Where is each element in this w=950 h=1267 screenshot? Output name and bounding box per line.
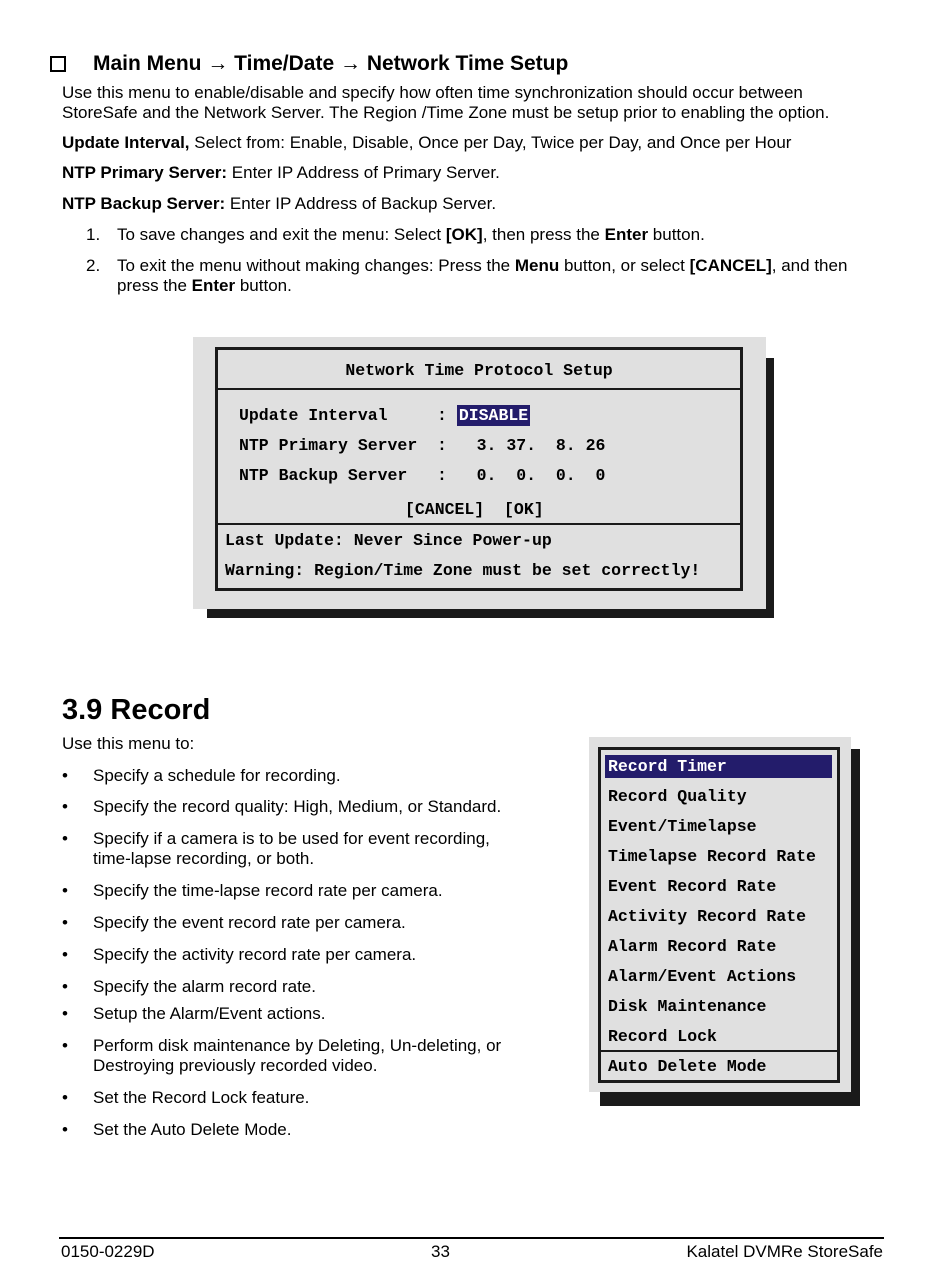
ntp-primary-text: Enter IP Address of Primary Server. [227, 163, 500, 182]
checkbox-bullet-icon [50, 56, 66, 72]
menu-item-event-timelapse[interactable]: Event/Timelapse [608, 817, 757, 836]
list-item [62, 1036, 542, 1076]
menu-item-disk-maintenance[interactable]: Disk Maintenance [608, 997, 767, 1016]
step-text-part: button. [648, 225, 705, 244]
step-2 [86, 256, 896, 296]
update-interval-field [239, 406, 530, 425]
menu-item-record-timer[interactable]: Record Timer [605, 755, 832, 778]
step-text-part: press the [117, 276, 192, 295]
list-item-text: Setup the Alarm/Event actions. [93, 1004, 326, 1023]
update-interval-label: Update Interval : [239, 406, 447, 425]
step-number: 2. [86, 256, 101, 275]
footer-page-number: 33 [431, 1242, 450, 1261]
list-item-text: Set the Record Lock feature. [93, 1088, 310, 1107]
step-number: 1. [86, 225, 101, 244]
intro-line-1: Use this menu to enable/disable and specify how often time synchronization should occur between [62, 83, 803, 102]
bullet-icon: • [62, 766, 68, 785]
ntp-backup-value[interactable]: 0. 0. 0. 0 [476, 466, 606, 485]
step-enter-ref: Enter [191, 276, 236, 295]
step-text-part: To save changes and exit the menu: Select [117, 225, 446, 244]
update-interval-value[interactable]: DISABLE [458, 406, 529, 425]
menu-item-record-quality[interactable]: Record Quality [608, 787, 747, 806]
bullet-icon: • [62, 1088, 68, 1107]
warning-status: Warning: Region/Time Zone must be set correctly! [225, 561, 701, 580]
footer-product-name: Kalatel DVMRe StoreSafe [686, 1242, 883, 1261]
bullet-icon: • [62, 881, 68, 900]
ntp-buttons [405, 500, 544, 519]
record-intro: Use this menu to: [62, 734, 195, 753]
ntp-backup-label: NTP Backup Server: [62, 194, 226, 213]
step-enter-ref: Enter [604, 225, 649, 244]
list-item-line: Perform disk maintenance by Deleting, Un-deleting, or [93, 1036, 502, 1055]
update-interval-desc [62, 133, 892, 153]
bullet-icon: • [62, 797, 68, 816]
record-heading [62, 694, 210, 727]
intro-line-2: StoreSafe and the Network Server. The Region /Time Zone must be setup prior to enabling the option. [62, 103, 830, 122]
ntp-panel-divider [218, 523, 740, 525]
menu-item-activity-record-rate[interactable]: Activity Record Rate [608, 907, 807, 926]
ntp-panel-title: Network Time Protocol Setup [345, 361, 613, 380]
list-item [62, 1120, 542, 1140]
ntp-primary-value[interactable]: 3. 37. 8. 26 [476, 436, 606, 455]
step-text [117, 256, 896, 296]
list-item-line: Destroying previously recorded video. [93, 1056, 378, 1075]
ntp-primary-label: NTP Primary Server: [62, 163, 228, 182]
list-item-text [93, 1036, 542, 1076]
menu-item-timelapse-record-rate[interactable]: Timelapse Record Rate [608, 847, 816, 866]
update-interval-text: Select from: Enable, Disable, Once per Day, Twice per Day, and Once per Hour [189, 133, 792, 152]
intro-paragraph [62, 83, 892, 123]
list-item [62, 829, 542, 869]
step-text-part: button. [235, 276, 292, 295]
list-item [62, 1004, 542, 1024]
list-item [62, 766, 542, 786]
section-heading [50, 52, 568, 76]
menu-item-alarm-record-rate[interactable]: Alarm Record Rate [608, 937, 777, 956]
menu-item-event-record-rate[interactable]: Event Record Rate [608, 877, 777, 896]
list-item-line: Specify if a camera is to be used for event recording, [93, 829, 490, 848]
ntp-backup-desc [62, 194, 892, 214]
step-ok-ref: [OK] [445, 225, 483, 244]
ok-button[interactable]: [OK] [504, 500, 544, 519]
step-menu-ref: Menu [514, 256, 560, 275]
list-item [62, 797, 542, 817]
list-item [62, 977, 542, 997]
step-text-part: , then press the [482, 225, 605, 244]
bullet-icon: • [62, 1004, 68, 1023]
bullet-icon: • [62, 977, 68, 996]
list-item-text [93, 829, 542, 869]
record-menu-divider [601, 1050, 837, 1052]
bullet-icon: • [62, 945, 68, 964]
footer-doc-number: 0150-0229D [61, 1242, 155, 1261]
step-text-part: , and then [771, 256, 848, 275]
cancel-button[interactable]: [CANCEL] [405, 500, 485, 519]
ntp-panel-divider [218, 388, 740, 390]
record-section-number: 3.9 [62, 694, 103, 726]
step-text-line [117, 256, 896, 276]
list-item-line: time-lapse recording, or both. [93, 849, 315, 868]
step-cancel-ref: [CANCEL] [689, 256, 772, 275]
last-update-status: Last Update: Never Since Power-up [225, 531, 552, 550]
step-text-line [117, 276, 896, 296]
step-text-part: To exit the menu without making changes: Press the [117, 256, 515, 275]
list-item-text: Specify the time-lapse record rate per camera. [93, 881, 443, 900]
list-item [62, 913, 542, 933]
ntp-primary-desc [62, 163, 892, 183]
list-item [62, 881, 542, 901]
record-section-title: Record [110, 694, 211, 726]
ntp-backup-text: Enter IP Address of Backup Server. [225, 194, 497, 213]
ntp-primary-label: NTP Primary Server : [239, 436, 447, 455]
ntp-primary-field [239, 436, 605, 455]
menu-item-alarm-event-actions[interactable]: Alarm/Event Actions [608, 967, 797, 986]
list-item-text: Specify the activity record rate per camera. [93, 945, 417, 964]
bullet-icon: • [62, 829, 68, 848]
list-item-text: Specify the alarm record rate. [93, 977, 316, 996]
list-item [62, 945, 542, 965]
bullet-icon: • [62, 1036, 68, 1055]
footer-rule [59, 1237, 884, 1239]
step-text-part: button, or select [559, 256, 690, 275]
step-text [117, 225, 896, 245]
bullet-icon: • [62, 1120, 68, 1139]
step-1 [86, 225, 896, 245]
menu-item-auto-delete-mode[interactable]: Auto Delete Mode [608, 1057, 767, 1076]
section-heading-text: Main Menu → Time/Date → Network Time Setup [93, 52, 569, 75]
list-item-text: Specify the record quality: High, Medium, or Standard. [93, 797, 502, 816]
bullet-icon: • [62, 913, 68, 932]
list-item-text: Specify a schedule for recording. [93, 766, 341, 785]
list-item [62, 1088, 542, 1108]
ntp-backup-label: NTP Backup Server : [239, 466, 447, 485]
update-interval-label: Update Interval, [62, 133, 190, 152]
record-menu-frame [598, 747, 840, 1083]
ntp-backup-field [239, 466, 605, 485]
list-item-text: Specify the event record rate per camera. [93, 913, 406, 932]
list-item-text: Set the Auto Delete Mode. [93, 1120, 292, 1139]
ntp-panel-frame [215, 347, 743, 591]
menu-item-record-lock[interactable]: Record Lock [608, 1027, 717, 1046]
